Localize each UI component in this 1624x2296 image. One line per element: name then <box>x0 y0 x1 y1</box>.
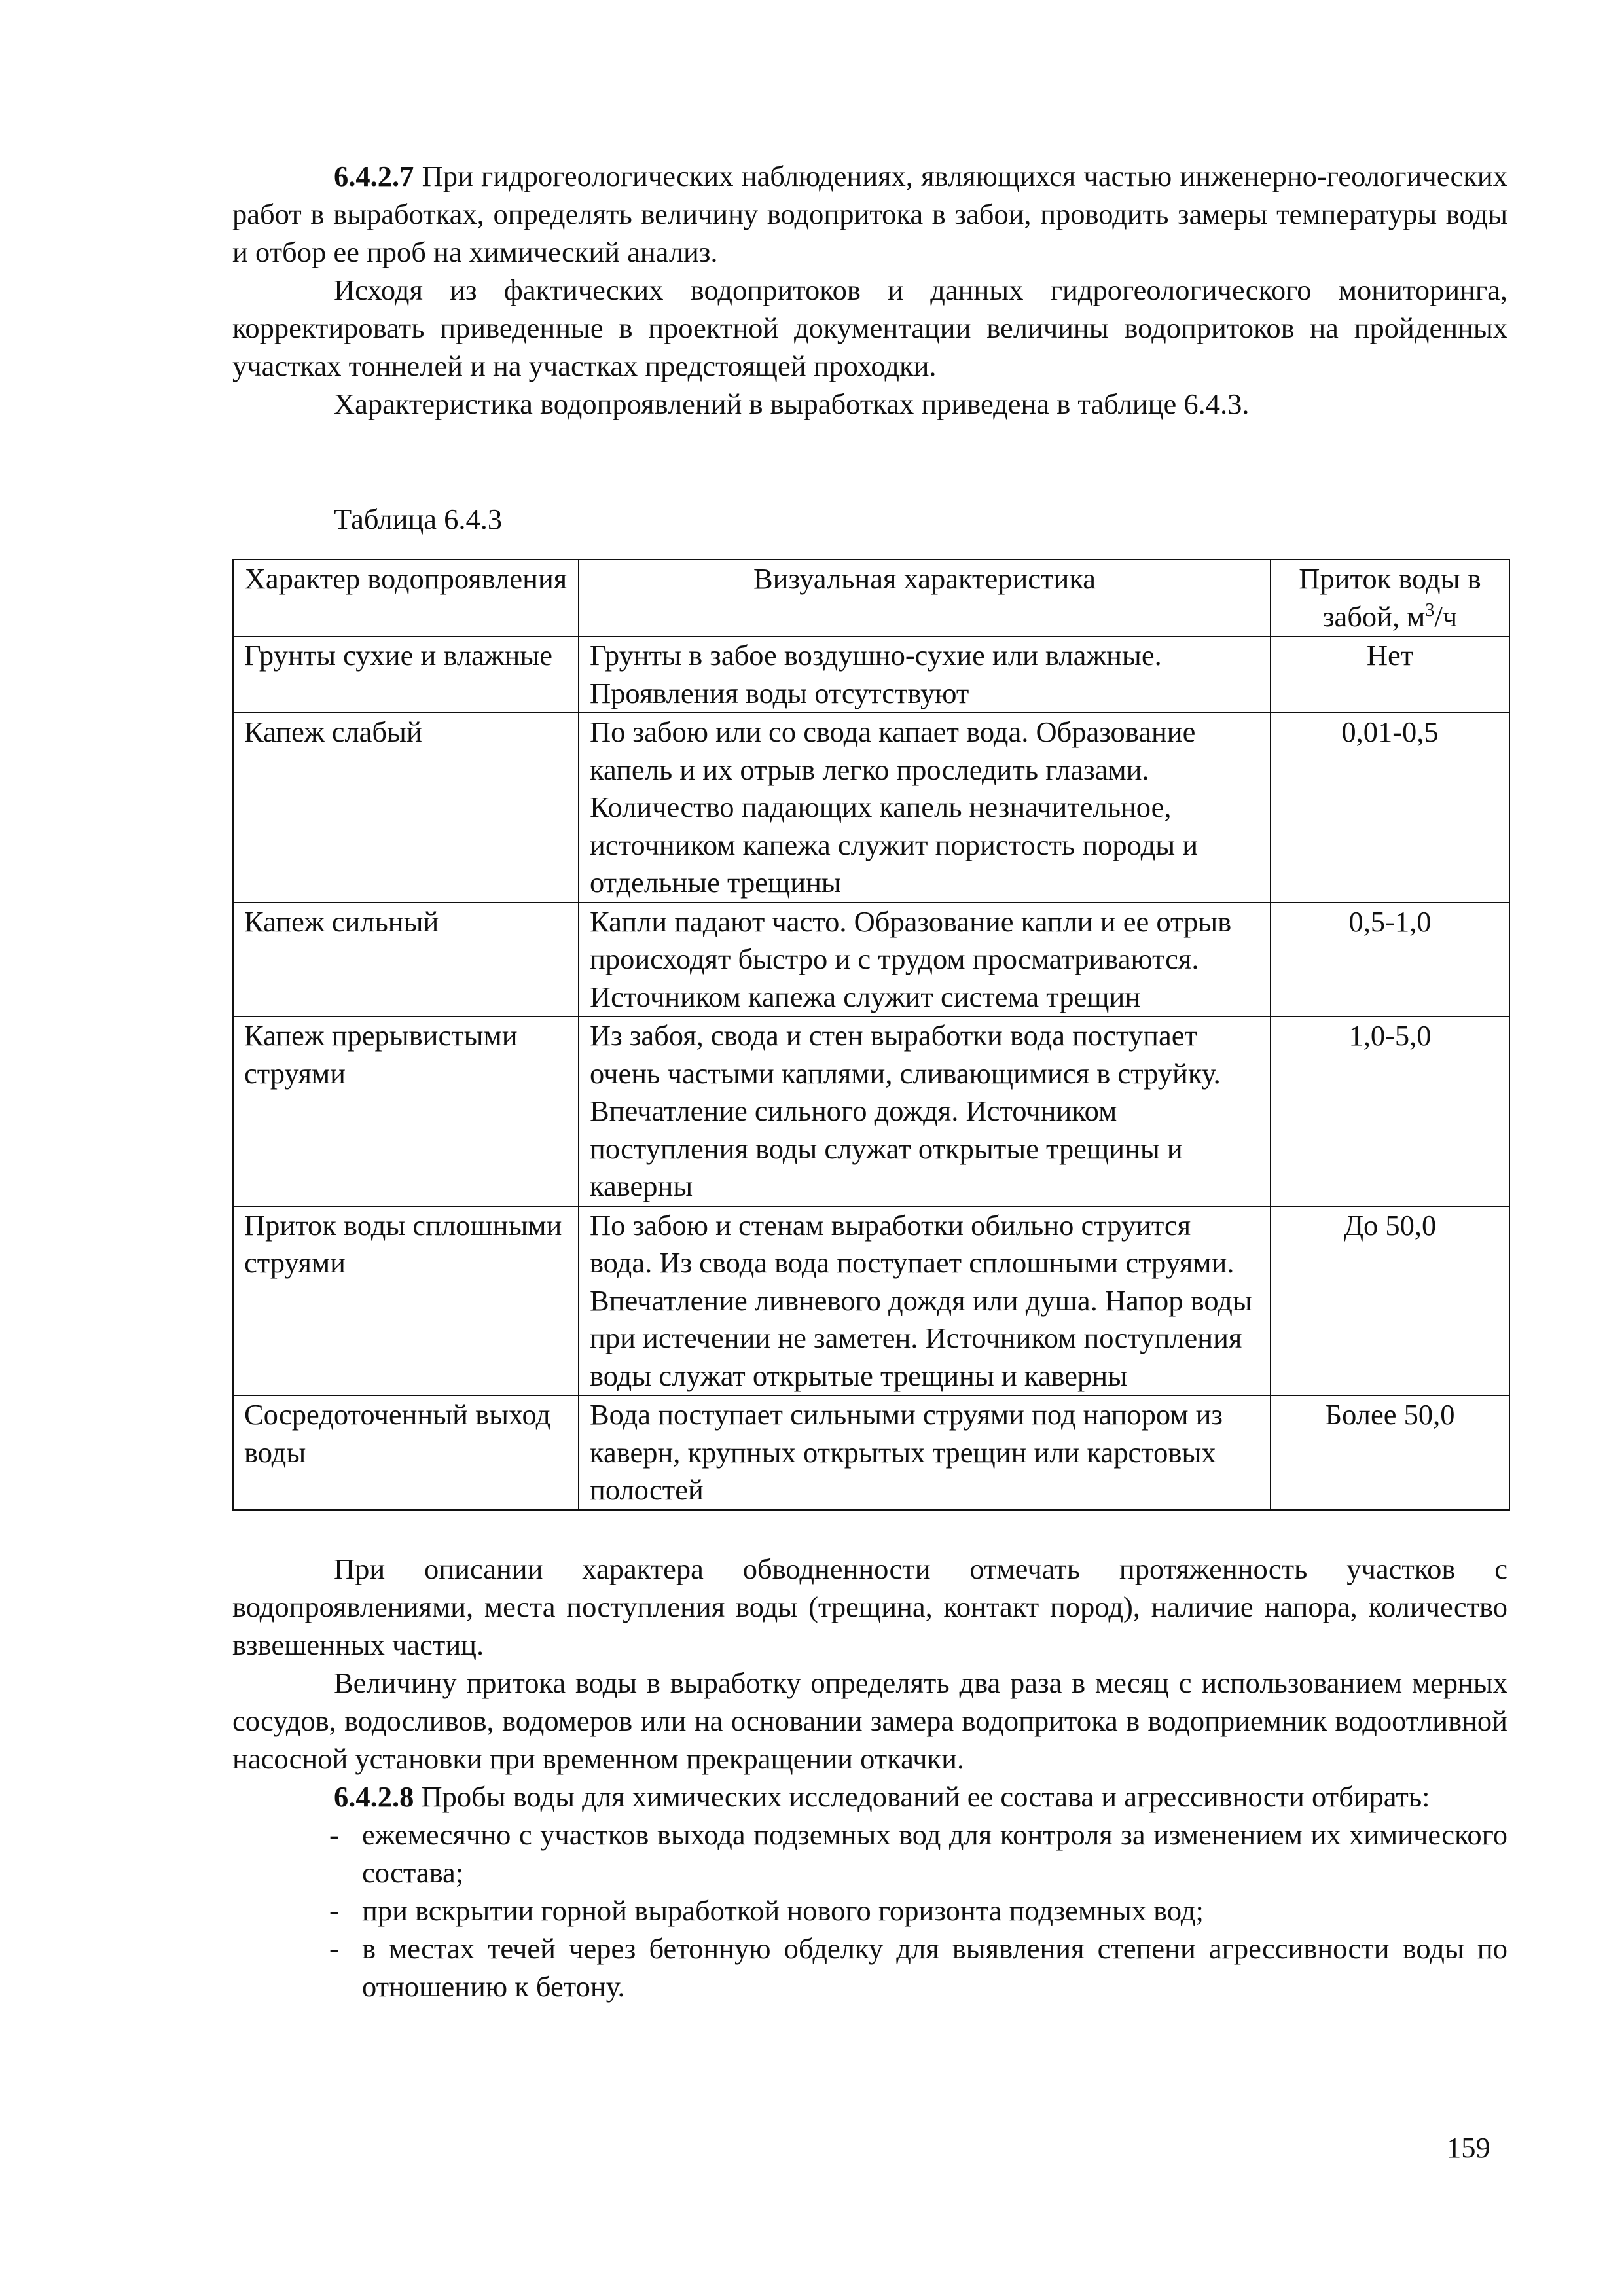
list-item <box>232 1816 1507 1892</box>
list-item-text: ежемесячно с участков выхода подземных вод для контроля за изменением их химического состава; <box>362 1818 1507 1889</box>
table-row <box>233 713 1509 903</box>
paragraph-6-4-2-8 <box>232 1778 1507 1816</box>
cell-type: Грунты сухие и влажные <box>233 636 579 713</box>
cell-flow: 1,0-5,0 <box>1271 1016 1509 1206</box>
dash-marker: - <box>329 1931 339 1965</box>
dash-marker: - <box>329 1818 339 1851</box>
cell-type: Капеж слабый <box>233 713 579 903</box>
cell-type: Капеж прерывистыми струями <box>233 1016 579 1206</box>
document-page <box>232 157 1507 2005</box>
table-row <box>233 1206 1509 1396</box>
list-item <box>232 1929 1507 2005</box>
section-number: 6.4.2.8 <box>334 1780 414 1813</box>
header-flow-sup: 3 <box>1425 600 1435 620</box>
header-flow <box>1271 560 1509 636</box>
list-item <box>232 1892 1507 1929</box>
cell-description: Грунты в забое воздушно-сухие или влажные. Проявления воды отсутствуют <box>579 636 1271 713</box>
paragraph: При описании характера обводненности отмечать протяженность участков с водопроявлениями, места поступления воды (трещина, контакт пород), наличие напора, количество взвешенных частиц. <box>232 1552 1507 1661</box>
paragraph-text: Пробы воды для химических исследований ее состава и агрессивности отбирать: <box>414 1780 1430 1813</box>
bullet-list <box>232 1816 1507 2005</box>
water-manifestation-table <box>232 559 1510 1511</box>
paragraph-6-4-2-7 <box>232 157 1507 271</box>
cell-flow: 0,01-0,5 <box>1271 713 1509 903</box>
cell-flow: Более 50,0 <box>1271 1395 1509 1510</box>
cell-flow: Нет <box>1271 636 1509 713</box>
paragraph: Характеристика водопроявлений в выработках приведена в таблице 6.4.3. <box>334 387 1250 420</box>
table-row <box>233 1016 1509 1206</box>
cell-type: Приток воды сплошными струями <box>233 1206 579 1396</box>
list-item-text: в местах течей через бетонную обделку для выявления степени агрессивности воды по отношению к бетону. <box>362 1931 1507 2003</box>
paragraph: Величину притока воды в выработку определять два раза в месяц с использованием мерных сосудов, водосливов, водомеров или на основании замера водопритока в водоприемник водоотливной насосной установки при временном прекращении откачки. <box>232 1666 1507 1775</box>
section-number: 6.4.2.7 <box>334 160 414 192</box>
cell-type: Сосредоточенный выход воды <box>233 1395 579 1510</box>
paragraph-text: При гидрогеологических наблюдениях, являющихся частью инженерно-геологических работ в выработках, определять величину водопритока в забои, проводить замеры температуры воды и отбор ее проб на химический анализ. <box>232 160 1507 268</box>
cell-description: По забою или со свода капает вода. Образование капель и их отрыв легко проследить глазами. Количество падающих капель незначительное, источником капежа служит пористость породы и отдельные трещины <box>579 713 1271 903</box>
paragraph: Исходя из фактических водопритоков и данных гидрогеологического мониторинга, корректировать приведенные в проектной документации величины водопритоков на пройденных участках тоннелей и на участках предстоящей проходки. <box>232 274 1507 382</box>
list-item-text: при вскрытии горной выработкой нового горизонта подземных вод; <box>362 1893 1204 1927</box>
cell-description: Капли падают часто. Образование капли и ее отрыв происходят быстро и с трудом просматриваются. Источником капежа служит система трещин <box>579 903 1271 1017</box>
cell-type: Капеж сильный <box>233 903 579 1017</box>
cell-description: Вода поступает сильными струями под напором из каверн, крупных открытых трещин или карстовых полостей <box>579 1395 1271 1510</box>
table-caption: Таблица 6.4.3 <box>334 503 503 535</box>
header-type: Характер водопроявления <box>233 560 579 636</box>
table-row <box>233 636 1509 713</box>
page-number: 159 <box>1447 2131 1490 2164</box>
cell-description: По забою и стенам выработки обильно струится вода. Из свода вода поступает сплошными струями. Впечатление ливневого дождя или душа. Напор воды при истечении не заметен. Источником поступления воды служат открытые трещины и каверны <box>579 1206 1271 1396</box>
dash-marker: - <box>329 1893 339 1927</box>
cell-description: Из забоя, свода и стен выработки вода поступает очень частыми каплями, сливающимися в струйку. Впечатление сильного дождя. Источником поступления воды служат открытые трещины и каверны <box>579 1016 1271 1206</box>
header-description: Визуальная характеристика <box>579 560 1271 636</box>
header-flow-unit: /ч <box>1434 600 1458 633</box>
cell-flow: До 50,0 <box>1271 1206 1509 1396</box>
table-row <box>233 903 1509 1017</box>
header-flow-text: Приток воды в забой, м <box>1299 562 1481 633</box>
table-row <box>233 1395 1509 1510</box>
table-header-row <box>233 560 1509 636</box>
cell-flow: 0,5-1,0 <box>1271 903 1509 1017</box>
